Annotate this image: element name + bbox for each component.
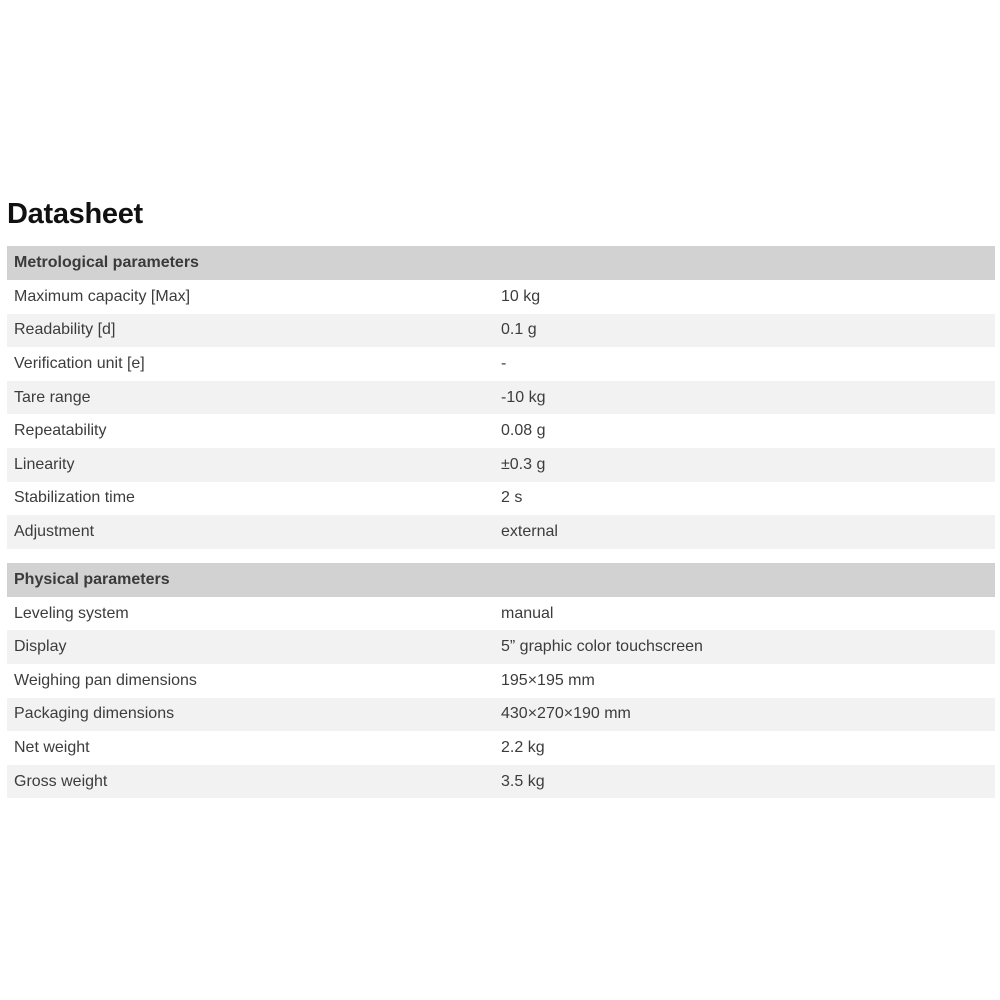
row-label: Display (14, 638, 67, 656)
row-value: 2.2 kg (501, 738, 545, 756)
row-value: 430×270×190 mm (501, 705, 631, 723)
table-row (7, 482, 995, 516)
row-label: Stabilization time (14, 489, 135, 507)
row-label: Readability [d] (14, 321, 116, 339)
table-row (7, 731, 995, 765)
table-row (7, 597, 995, 631)
row-label: Net weight (14, 738, 90, 756)
row-value: 5” graphic color touchscreen (501, 638, 703, 656)
table-row (7, 630, 995, 664)
datasheet-table (7, 246, 995, 798)
row-value: - (501, 354, 507, 372)
row-label: Maximum capacity [Max] (14, 287, 191, 305)
row-label: Verification unit [e] (14, 354, 145, 372)
row-label: Tare range (14, 388, 91, 406)
row-value: ±0.3 g (501, 455, 546, 473)
table-row (7, 347, 995, 381)
row-value: 2 s (501, 489, 523, 507)
row-label: Gross weight (14, 772, 108, 790)
section-heading: Metrological parameters (7, 246, 995, 280)
section-heading: Physical parameters (7, 563, 995, 597)
table-row (7, 280, 995, 314)
row-label: Weighing pan dimensions (14, 671, 197, 689)
table-row (7, 448, 995, 482)
table-row (7, 765, 995, 799)
table-row (7, 414, 995, 448)
table-row (7, 515, 995, 549)
row-value: external (501, 522, 558, 540)
section-metrological (7, 246, 995, 549)
table-row (7, 664, 995, 698)
row-label: Repeatability (14, 422, 107, 440)
row-label: Adjustment (14, 522, 95, 540)
row-label: Packaging dimensions (14, 705, 175, 723)
row-label: Leveling system (14, 604, 129, 622)
row-value: 195×195 mm (501, 671, 595, 689)
page-title: Datasheet (7, 198, 143, 230)
row-value: 0.1 g (501, 321, 537, 339)
row-label: Linearity (14, 455, 75, 473)
row-value: manual (501, 604, 554, 622)
row-value: 10 kg (501, 287, 541, 305)
table-row (7, 698, 995, 732)
section-physical (7, 563, 995, 799)
table-row (7, 381, 995, 415)
table-row (7, 314, 995, 348)
row-value: 3.5 kg (501, 772, 545, 790)
row-value: -10 kg (501, 388, 546, 406)
row-value: 0.08 g (501, 422, 546, 440)
